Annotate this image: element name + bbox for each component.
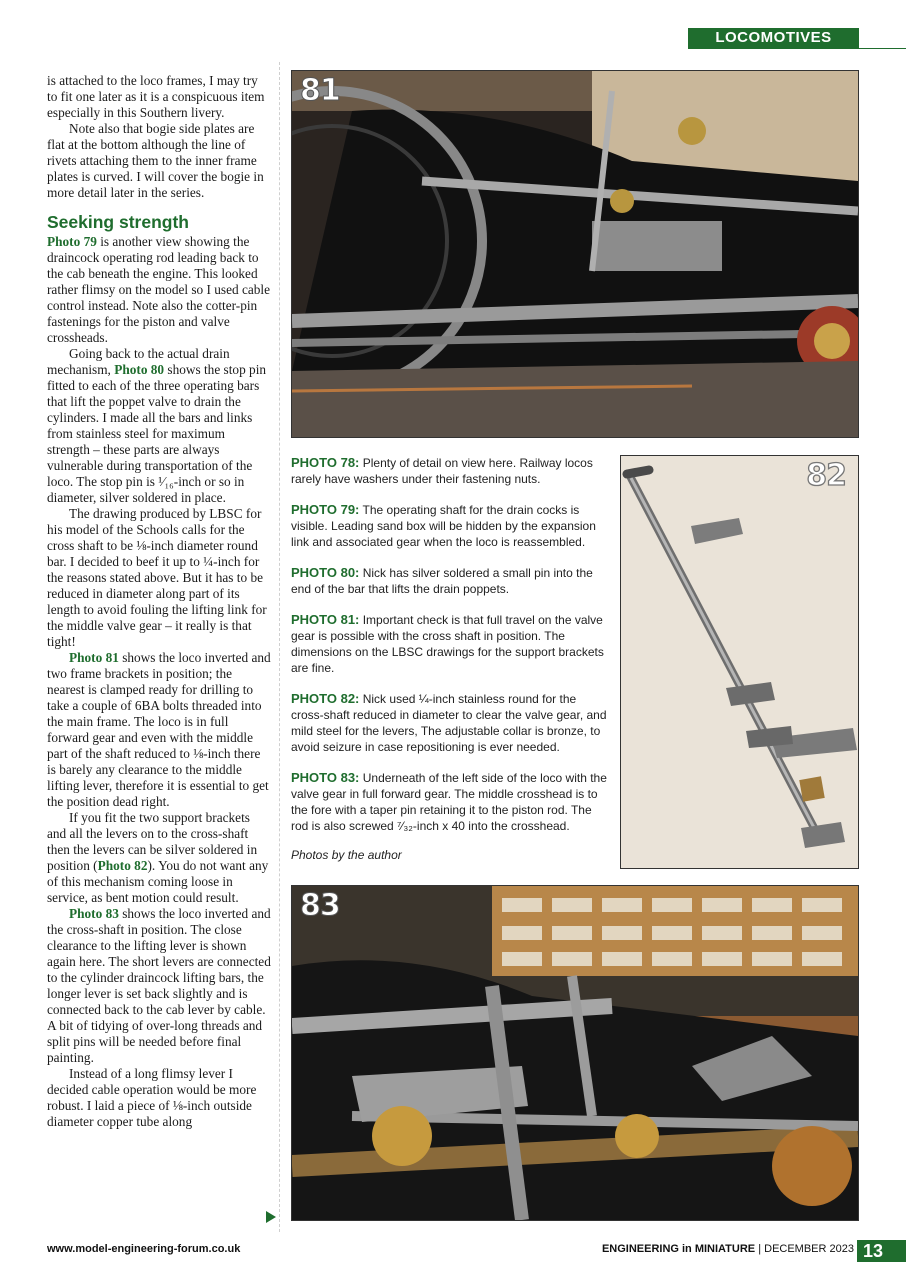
footer-separator: | <box>755 1243 765 1255</box>
paragraph-4-text-a: Going back to the actual drain mechanism, <box>47 346 230 377</box>
caption-78-text: Plenty of detail on view here. Railway locos rarely have washers under their fastening nuts. <box>291 456 593 486</box>
photo-ref-82: Photo 82 <box>97 858 148 873</box>
photo-82 <box>620 455 859 869</box>
paragraph-4 <box>47 346 271 506</box>
caption-79 <box>291 502 609 550</box>
paragraph-9: Instead of a long flimsy lever I decided cable operation would be more robust. I laid a piece of ⅛-inch outside diameter copper tube along <box>47 1066 257 1129</box>
photo-82-number: 82 <box>806 458 846 493</box>
paragraph-8 <box>47 906 271 1066</box>
paragraph-6 <box>47 650 271 810</box>
photo-81 <box>291 70 859 438</box>
photo-ref-79: Photo 79 <box>47 234 97 249</box>
footer-magazine-issue <box>602 1243 854 1255</box>
paragraph-8-text: shows the loco inverted and the cross-shaft in position. The close clearance to the lifting lever is shown again here. The short levers are connected to the cylinder draincock lifting bars, the longer lever is set back slightly and is connected back to the cab lever by cable. A bit of tidying of over-long threads and split pins will be needed before final painting. <box>47 906 271 1065</box>
continue-arrow-icon <box>266 1211 276 1223</box>
caption-80 <box>291 565 609 597</box>
caption-79-label: PHOTO 79: <box>291 502 360 517</box>
page-number: 13 <box>857 1240 906 1262</box>
caption-82-label: PHOTO 82: <box>291 691 360 706</box>
caption-82 <box>291 691 609 755</box>
caption-81-text: Important check is that full travel on the valve gear is possible with the cross shaft in position. The dimensions on the LBSC drawings for the support brackets are fine. <box>291 613 604 675</box>
photo-81-image <box>292 71 858 437</box>
paragraph-4-text-b: shows the stop pin fitted to each of the three operating bars that lift the poppet valve to drain the cylinders. I made all the bars and links from stainless steel for maximum strength – these parts are always vulnerable during transportation of the loco. The stop pin is ¹⁄₁₆-inch or so in diameter, silver soldered in place. <box>47 362 267 505</box>
paragraph-7 <box>47 810 271 906</box>
caption-80-label: PHOTO 80: <box>291 565 360 580</box>
photo-captions <box>291 455 609 878</box>
section-tag: LOCOMOTIVES <box>688 28 859 48</box>
caption-79-text: The operating shaft for the drain cocks is visible. Leading sand box will be hidden by the expansion link and associated gear when the loco is reassembled. <box>291 503 596 549</box>
caption-81 <box>291 612 609 676</box>
photo-83 <box>291 885 859 1221</box>
photo-83-number: 83 <box>300 888 340 923</box>
caption-80-text: Nick has silver soldered a small pin into the end of the bar that lifts the drain poppets. <box>291 566 593 596</box>
paragraph-7-text-a: If you fit the two support brackets and all the levers on to the cross-shaft then the levers can be silver soldered in position ( <box>47 810 258 873</box>
paragraph-3 <box>47 234 271 346</box>
paragraph-2: Note also that bogie side plates are flat at the bottom although the line of rivets attaching them to the inner frame plates is curved. I will cover the bogie in more detail later in the series. <box>47 121 264 200</box>
paragraph-7-text-b: ). You do not want any of this mechanism coming loose in service, as bent motion could result. <box>47 858 269 905</box>
issue-date: DECEMBER 2023 <box>764 1243 854 1255</box>
caption-83 <box>291 770 609 834</box>
photo-81-number: 81 <box>300 73 340 108</box>
caption-81-label: PHOTO 81: <box>291 612 360 627</box>
article-body <box>47 73 271 1130</box>
photo-ref-83: Photo 83 <box>69 906 119 921</box>
photo-82-image <box>621 456 858 868</box>
photo-credit: Photos by the author <box>291 848 402 862</box>
paragraph-5: The drawing produced by LBSC for his model of the Schools calls for the cross shaft to be ⅛-inch diameter round bar. I decided to beef it up to ¼-inch for the reasons stated above. But it has to be reduced in diameter along part of its length to avoid fouling the lifting link for the middle valve gear – it really is that tight! <box>47 506 267 649</box>
caption-83-text: Underneath of the left side of the loco with the valve gear in full forward gear. The middle crosshead is to the fore with a taper pin retaining it to the piston rod. The rod is also screwed ⁷⁄₃₂-inch x 40 into the crosshead. <box>291 771 607 833</box>
caption-78 <box>291 455 609 487</box>
caption-83-label: PHOTO 83: <box>291 770 360 785</box>
subheading: Seeking strength <box>47 212 189 232</box>
paragraph-6-text: shows the loco inverted and two frame brackets in position; the nearest is clamped ready for drilling to take a couple of 6BA bolts threaded into the main frame. The loco is in full forward gear and even with the middle part of the shaft reduced to ⅛-inch there is barely any clearance to the middle lifting lever, therefore it is essential to get the position dead right. <box>47 650 271 809</box>
caption-82-text: Nick used ¼-inch stainless round for the cross-shaft reduced in diameter to clear the valve gear, and mild steel for the levers, The adjustable collar is bronze, to avoid seizure in case repositioning is ever needed. <box>291 692 607 754</box>
footer-url[interactable]: www.model-engineering-forum.co.uk <box>47 1243 241 1255</box>
paragraph-1: is attached to the loco frames, I may try to fit one later as it is a conspicuous item especially in this Southern livery. <box>47 73 265 120</box>
photo-83-image <box>292 886 858 1220</box>
paragraph-3-text: is another view showing the draincock operating rod leading back to the cab beneath the engine. This looked rather flimsy on the model so I used cable control instead. Note also the cotter-pin fastenings for the piston and valve crossheads. <box>47 234 271 345</box>
photo-ref-81: Photo 81 <box>69 650 119 665</box>
magazine-name: ENGINEERING in MINIATURE <box>601 1243 756 1255</box>
section-rule <box>688 48 906 49</box>
caption-78-label: PHOTO 78: <box>291 455 360 470</box>
photo-ref-80: Photo 80 <box>114 362 165 377</box>
column-divider <box>279 62 280 1232</box>
